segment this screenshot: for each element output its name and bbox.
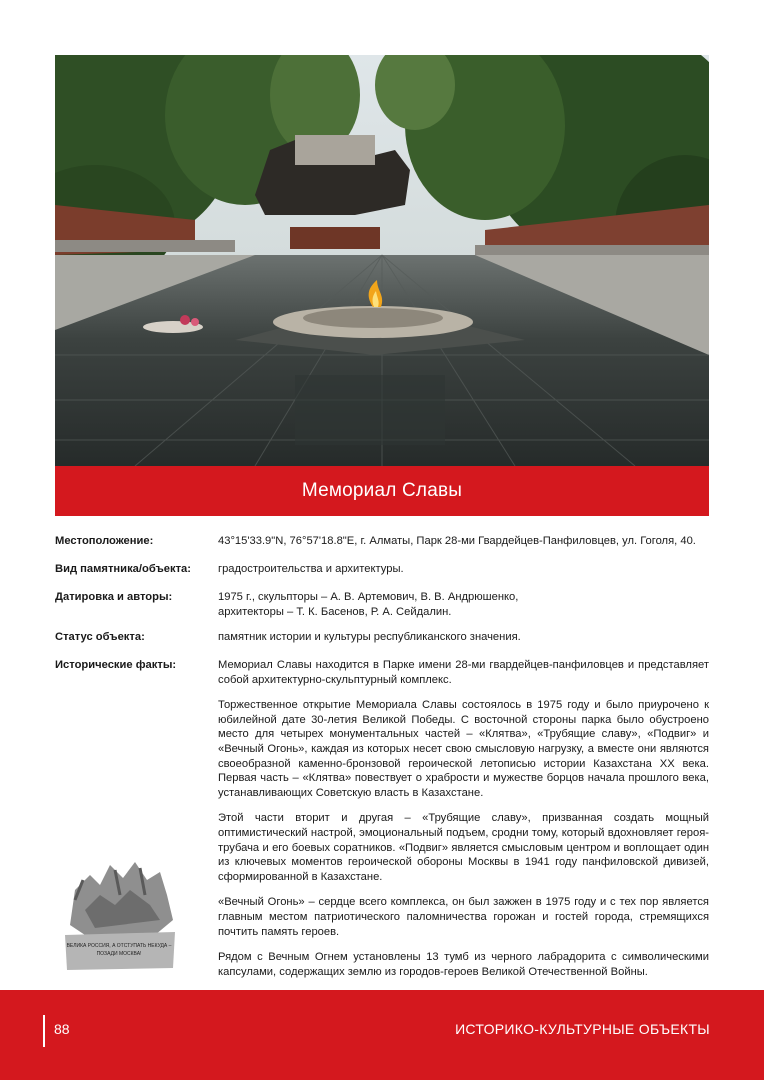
fact-paragraph: «Вечный Огонь» – сердце всего комплекса, он был зажжен в 1975 году и с тех пор является главным местом патриотического паломничества горожан и гостей города, стремящихся почтить память героев. <box>218 896 709 938</box>
field-dating-authors <box>55 590 709 619</box>
field-value: градостроительства и архитектуры. <box>218 563 404 575</box>
section-title: ИСТОРИКО-КУЛЬТУРНЫЕ ОБЪЕКТЫ <box>455 1021 710 1037</box>
sculpture-inscription-line: ПОЗАДИ МОСКВА! <box>96 951 142 957</box>
field-label: Вид памятника/объекта: <box>55 563 191 575</box>
field-value <box>218 590 709 619</box>
sculpture-inscription-line: ВЕЛИКА РОССИЯ, А ОТСТУПАТЬ НЕКУДА – <box>66 943 172 949</box>
footer-divider <box>43 1015 45 1047</box>
memorial-photo <box>55 55 709 466</box>
field-status <box>55 630 709 645</box>
field-label: Исторические факты: <box>55 659 177 671</box>
field-value <box>218 658 709 979</box>
field-value-line: архитекторы – Т. К. Басенов, Р. А. Сейдалин. <box>218 605 452 618</box>
footer-band <box>0 990 764 1080</box>
fact-paragraph: Этой части вторит и другая – «Трубящие славу», призванная создать мощный оптимистический настрой, эмоциональный подъем, сродни тому, который вдохновляет героя-трубача и его боевых соратников. «Подвиг» является смысловым центром и воплощает один из ключевых моментов героической обороны Москвы в 1941 году панфиловской дивизей, сформированной в Казахстане. <box>218 812 709 883</box>
field-label: Местоположение: <box>55 535 154 547</box>
fact-paragraph: Мемориал Славы находится в Парке имени 28-ми гвардейцев-панфиловцев и представляет собой архитектурно-скульптурный комплекс. <box>218 659 709 686</box>
field-label: Статус объекта: <box>55 631 145 643</box>
field-value: памятник истории и культуры республиканского значения. <box>218 631 521 643</box>
page-number: 88 <box>54 1021 70 1037</box>
fact-paragraph: Рядом с Вечным Огнем установлены 13 тумб из черного лабрадорита с символическими капсулами, содержащих землю из городов-героев Великой Отечественной Войны. <box>218 951 709 978</box>
field-monument-type <box>55 562 709 577</box>
page-title: Мемориал Славы <box>301 480 463 501</box>
title-band <box>55 466 709 516</box>
sculpture-image <box>55 850 185 980</box>
field-location <box>55 534 709 549</box>
field-value: 43°15'33.9"N, 76°57'18.8"E, г. Алматы, Парк 28-ми Гвардейцев-Панфиловцев, ул. Гоголя, 40. <box>218 535 696 547</box>
field-label: Датировка и авторы: <box>55 591 173 603</box>
fact-paragraph: Торжественное открытие Мемориала Славы состоялось в 1975 году и было приурочено к юбилейной дате 30-летия Великой Победы. С восточной стороны парка было обустроено место для четырех монументальных частей – «Клятва», «Трубящие славу», «Подвиг» и «Вечный Огонь», каждая из которых несет свою смысловую нагрузку, а вместе они являются своеобразной каменно-бронзовой героической летописью истории Казахстана XX века. Первая часть – «Клятва» повествует о храбрости и мужестве борцов начала прошлого века, устанавливающих Советскую власть в Казахстане. <box>218 699 709 799</box>
field-value-line: 1975 г., скульпторы – А. В. Артемович, В. В. Андрюшенко, <box>218 591 519 603</box>
